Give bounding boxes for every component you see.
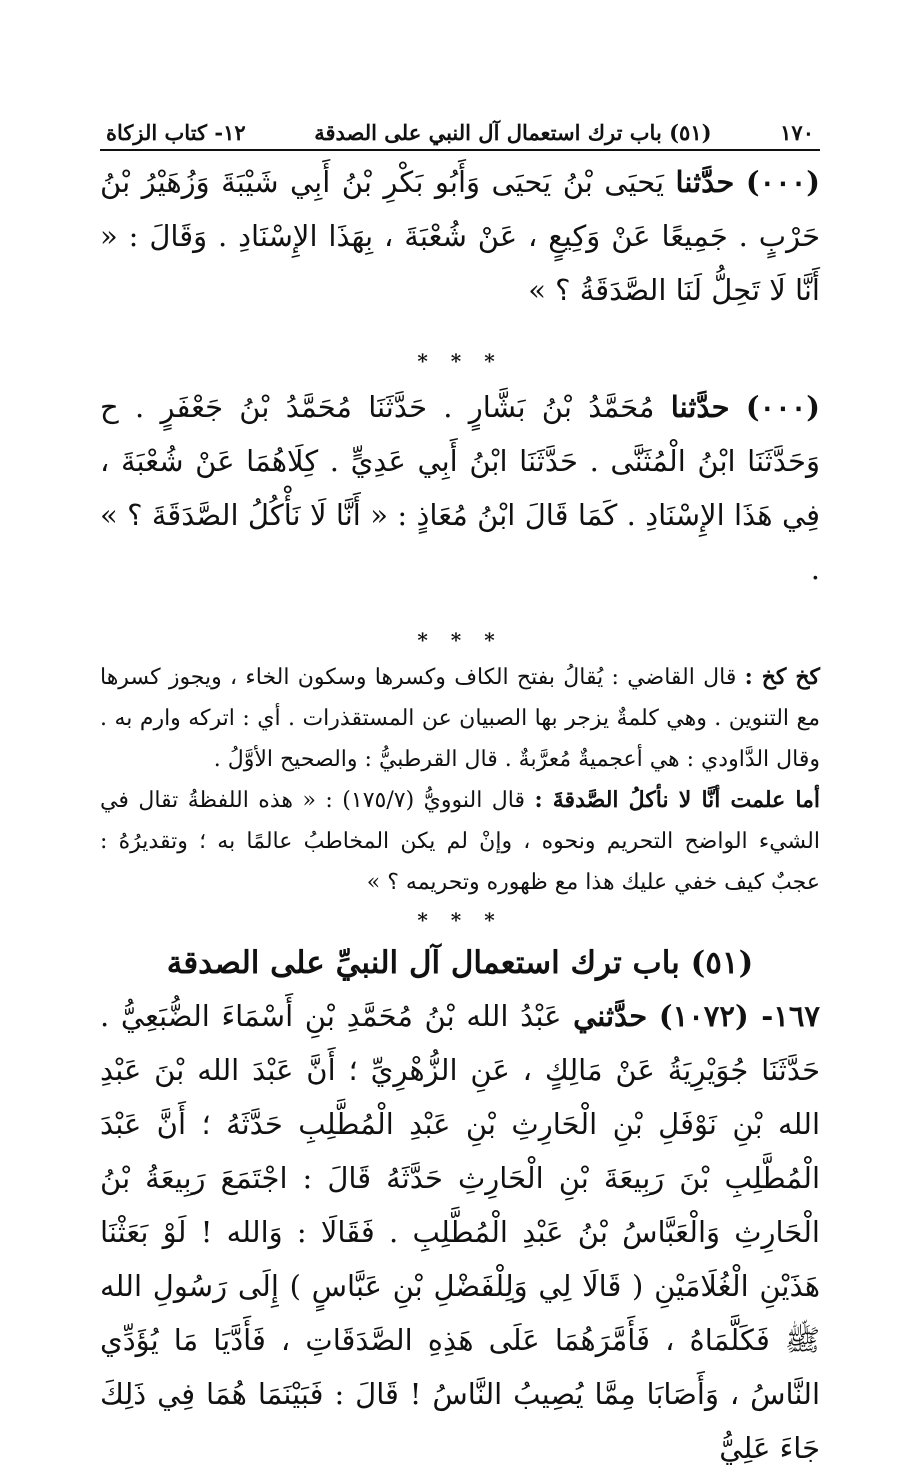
- commentary-paragraph: [100, 780, 820, 903]
- hadith-text: عَبْدُ الله بْنُ مُحَمَّدِ بْنِ أَسْمَاءَ الضُّبَعِيُّ . حَدَّثَنَا جُوَيْرِيَةُ عَنْ مَالِكٍ ، عَنِ الزُّهْرِيِّ ؛ أَنَّ عَبْدَ الله بْنَ عَبْدِ الله بْنِ نَوْفَلِ بْنِ الْحَارِثِ بْنِ عَبْدِ الْمُطَّلِبِ حَدَّثَهُ ؛ أَنَّ عَبْدَ الْمُطَّلِبِ بْنَ رَبِيعَةَ بْنِ الْحَارِثِ حَدَّثَهُ قَالَ : اجْتَمَعَ رَبِيعَةُ بْنُ الْحَارِثِ وَالْعَبَّاسُ بْنُ عَبْدِ الْمُطَّلِبِ . فَقَالَا : وَالله ! لَوْ بَعَثْنَا هَذَيْنِ الْغُلَامَيْنِ ( قَالَا لِي وَلِلْفَضْلِ بْنِ عَبَّاسٍ ) إِلَى رَسُولِ الله ﷺ فَكَلَّمَاهُ ، فَأَمَّرَهُمَا عَلَى هَذِهِ الصَّدَقَاتِ ، فَأَدَّيَا مَا يُؤَدِّي النَّاسُ ، وَأَصَابَا مِمَّا يُصِيبُ النَّاسُ ! قَالَ : فَبَيْنَمَا هُمَا فِي ذَلِكَ جَاءَ عَلِيُّ: [100, 999, 820, 1465]
- hadith-lead: حدَّثني: [573, 999, 648, 1033]
- page-number: ١٧٠: [780, 120, 814, 145]
- commentary-text: قال القاضي : يُقالُ بفتح الكاف وكسرها وسكون الخاء ، ويجوز كسرها مع التنوين . وهي كلمةٌ يزجر بها الصبيان عن المستقذرات . أي : اتركه وارم به . وقال الدَّاودي : هي أعجميةٌ مُعرَّبةٌ . قال القرطبيُّ : والصحيح الأوَّلُ .: [100, 665, 820, 772]
- running-head: [100, 120, 820, 151]
- commentary: [100, 657, 820, 903]
- hadith-text: مُحَمَّدُ بْنُ بَشَّارٍ . حَدَّثَنَا مُحَمَّدُ بْنُ جَعْفَرٍ . ح وَحَدَّثَنَا ابْنُ الْمُثَنَّى . حَدَّثَنَا ابْنُ أَبِي عَدِيٍّ . كِلَاهُمَا عَنْ شُعْبَةَ ، فِي هَذَا الإِسْنَادِ . كَمَا قَالَ ابْنُ مُعَاذٍ : « أَنَّا لَا نَأْكُلُ الصَّدَقَةَ ؟ » .: [100, 390, 820, 586]
- running-book-title: ١٢- كتاب الزكاة: [106, 120, 246, 145]
- hadith-lead: حدَّثنا: [675, 165, 735, 199]
- hadith-2: [100, 380, 820, 596]
- hadith-1: [100, 155, 820, 317]
- hadith-main: [100, 989, 820, 1475]
- running-chapter-title: (٥١) باب ترك استعمال آل النبي على الصدقة: [314, 120, 712, 145]
- chapter-heading: (٥١) باب ترك استعمال آل النبيِّ على الصدقة: [166, 945, 754, 981]
- hadith-number: (٠٠٠): [745, 165, 821, 199]
- commentary-text: قال النوويُّ (١٧٥/٧) : « هذه اللفظةُ تقال في الشيء الواضح التحريم ونحوه ، وإنْ لم يكن المخاطبُ عالمًا به ؛ وتقديرُهُ : عجبٌ كيف خفي عليك هذا مع ظهوره وتحريمه ؟ »: [100, 788, 820, 895]
- section-separator: * * *: [417, 908, 503, 932]
- hadith-number: ١٦٧- (١٠٧٢): [658, 999, 821, 1033]
- commentary-lead: كخ كخ :: [744, 664, 820, 690]
- section-separator: * * *: [417, 349, 503, 373]
- hadith-number: (٠٠٠): [745, 390, 821, 424]
- commentary-lead: أما علمت أنَّا لا نأكلُ الصَّدقةَ :: [534, 787, 821, 813]
- commentary-paragraph: [100, 657, 820, 780]
- section-separator: * * *: [417, 628, 503, 652]
- hadith-lead: حدَّثنا: [670, 390, 730, 424]
- hadith-text: يَحيَى بْنُ يَحيَى وَأَبُو بَكْرِ بْنُ أَبِي شَيْبَةَ وَزُهَيْرُ بْنُ حَرْبٍ . جَمِيعًا عَنْ وَكِيعٍ ، عَنْ شُعْبَةَ ، بِهَذَا الإِسْنَادِ . وَقَالَ : « أَنَّا لَا تَحِلُّ لَنَا الصَّدَقَةُ ؟ »: [100, 165, 820, 307]
